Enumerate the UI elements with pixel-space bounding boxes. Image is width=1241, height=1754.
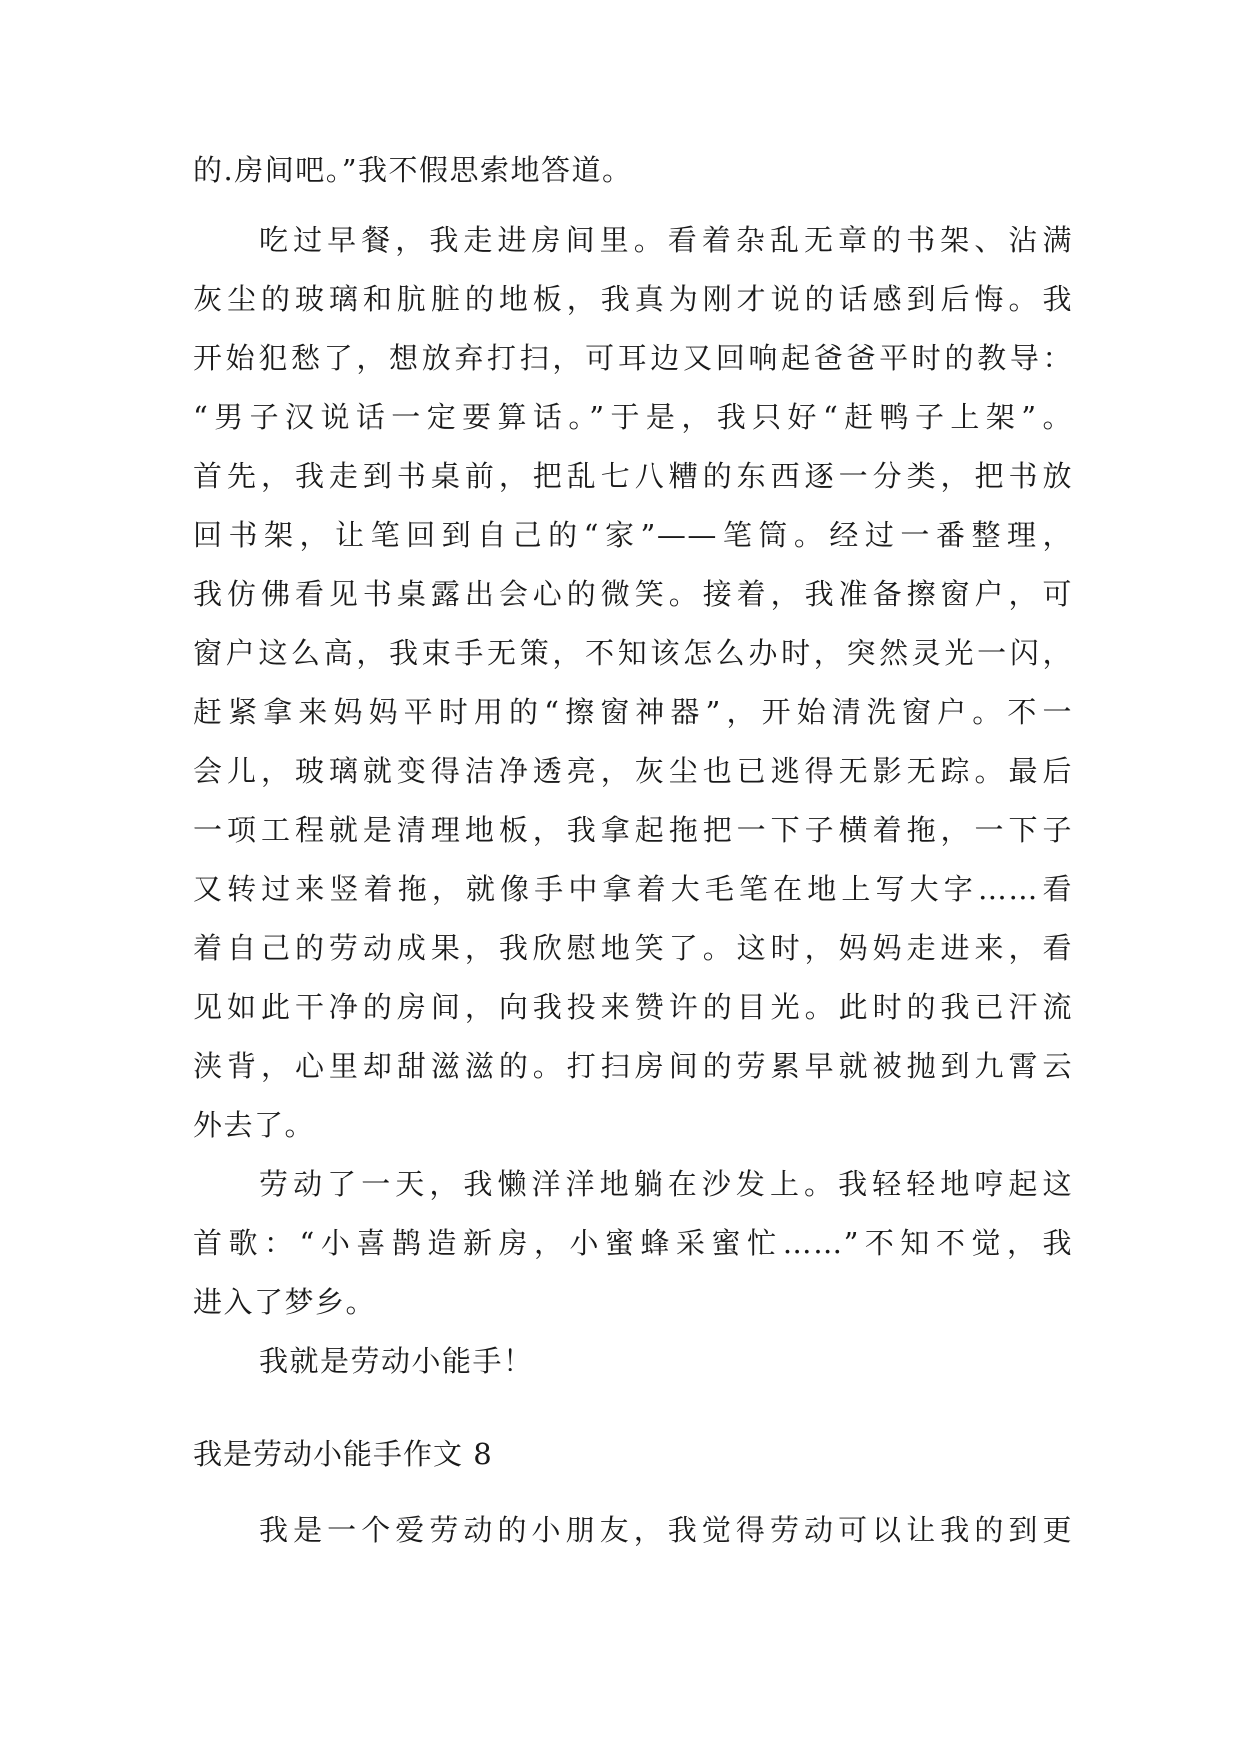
paragraph-2-line-1: 劳动了一天，我懒洋洋地躺在沙发上。我轻轻地哼起这 — [259, 1167, 1073, 1201]
paragraph-1-line-13: 着自己的劳动成果，我欣慰地笑了。这时，妈妈走进来，看 — [193, 931, 1073, 965]
paragraph-1-line-10: 会儿，玻璃就变得洁净透亮，灰尘也已逃得无影无踪。最后 — [193, 754, 1073, 788]
paragraph-1-line-3: 开始犯愁了，想放弃打扫，可耳边又回响起爸爸平时的教导： — [193, 341, 1073, 375]
paragraph-1-line-15: 浃背，心里却甜滋滋的。打扫房间的劳累早就被抛到九霄云 — [193, 1049, 1073, 1083]
paragraph-1-line-4: “男子汉说话一定要算话。”于是，我只好“赶鸭子上架”。 — [193, 400, 1073, 434]
paragraph-1-line-6: 回书架，让笔回到自己的“家”——笔筒。经过一番整理， — [193, 518, 1073, 552]
paragraph-1-line-7: 我仿佛看见书桌露出会心的微笑。接着，我准备擦窗户，可 — [193, 577, 1073, 611]
paragraph-1-line-5: 首先，我走到书桌前，把乱七八糟的东西逐一分类，把书放 — [193, 459, 1073, 493]
paragraph-3-line-1: 我就是劳动小能手！ — [259, 1344, 534, 1378]
paragraph-2-line-3: 进入了梦乡。 — [193, 1285, 377, 1319]
section-title: 我是劳动小能手作文 8 — [193, 1437, 493, 1471]
paragraph-1-line-2: 灰尘的玻璃和肮脏的地板，我真为刚才说的话感到后悔。我 — [193, 282, 1073, 316]
paragraph-1-line-12: 又转过来竖着拖，就像手中拿着大毛笔在地上写大字……看 — [193, 872, 1073, 906]
paragraph-1-line-8: 窗户这么高，我束手无策，不知该怎么办时，突然灵光一闪， — [193, 636, 1073, 670]
paragraph-1-line-11: 一项工程就是清理地板，我拿起拖把一下子横着拖，一下子 — [193, 813, 1073, 847]
paragraph-1-line-16: 外去了。 — [193, 1108, 316, 1142]
paragraph-1-line-14: 见如此干净的房间，向我投来赞许的目光。此时的我已汗流 — [193, 990, 1073, 1024]
paragraph-fragment-line: 的.房间吧。”我不假思索地答道。 — [193, 153, 633, 187]
paragraph-1-line-1: 吃过早餐，我走进房间里。看着杂乱无章的书架、沾满 — [259, 223, 1073, 257]
paragraph-2-line-2: 首歌：“小喜鹊造新房，小蜜蜂采蜜忙……”不知不觉，我 — [193, 1226, 1073, 1260]
paragraph-1-line-9: 赶紧拿来妈妈平时用的“擦窗神器”，开始清洗窗户。不一 — [193, 695, 1073, 729]
paragraph-4-line-1: 我是一个爱劳动的小朋友，我觉得劳动可以让我的到更 — [259, 1513, 1073, 1547]
